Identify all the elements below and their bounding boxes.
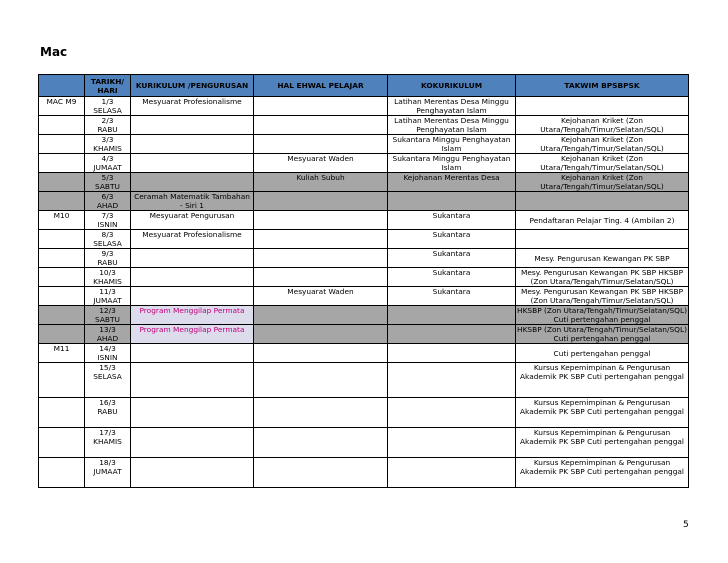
hep-cell <box>254 268 388 287</box>
date-label: 10/3 <box>99 268 116 277</box>
kurikulum-cell <box>131 249 254 268</box>
takwim-cell: Kursus Kepemimpinan & Pengurusan Akademik PK SBP Cuti pertengahan penggal <box>516 398 689 428</box>
day-label: SELASA <box>93 239 122 248</box>
week-cell: M10 <box>39 211 85 230</box>
table-row <box>39 116 689 135</box>
week-cell <box>39 116 85 135</box>
table-row <box>39 458 689 488</box>
day-label: ISNIN <box>97 353 118 362</box>
table-row <box>39 398 689 428</box>
kurikulum-cell <box>131 344 254 363</box>
takwim-cell: Pendaftaran Pelajar Ting. 4 (Ambilan 2) <box>516 211 689 230</box>
hep-cell <box>254 306 388 325</box>
date-cell <box>85 268 131 287</box>
table-row <box>39 97 689 116</box>
date-cell <box>85 135 131 154</box>
table-row <box>39 230 689 249</box>
kurikulum-cell <box>131 287 254 306</box>
kokurikulum-cell: Kejohanan Merentas Desa <box>388 173 516 192</box>
table-row <box>39 192 689 211</box>
day-label: JUMAAT <box>93 296 122 305</box>
date-label: 15/3 <box>99 363 116 372</box>
kurikulum-cell <box>131 135 254 154</box>
table-row <box>39 287 689 306</box>
date-cell <box>85 154 131 173</box>
calendar-body <box>39 97 689 488</box>
takwim-cell <box>516 230 689 249</box>
kokurikulum-cell <box>388 344 516 363</box>
hep-cell <box>254 398 388 428</box>
date-cell <box>85 116 131 135</box>
takwim-cell: Kejohanan Kriket (Zon Utara/Tengah/Timur/Selatan/SQL) <box>516 116 689 135</box>
week-cell: M11 <box>39 344 85 363</box>
date-label: 12/3 <box>99 306 116 315</box>
kurikulum-cell <box>131 363 254 398</box>
column-header <box>39 75 85 97</box>
table-row <box>39 325 689 344</box>
table-row <box>39 344 689 363</box>
week-cell <box>39 249 85 268</box>
takwim-cell: Cuti pertengahan penggal <box>516 344 689 363</box>
day-label: KHAMIS <box>93 437 122 446</box>
kokurikulum-cell <box>388 325 516 344</box>
hep-cell <box>254 325 388 344</box>
date-label: 1/3 <box>101 97 114 106</box>
table-row <box>39 173 689 192</box>
date-label: 17/3 <box>99 428 116 437</box>
takwim-cell: Kursus Kepemimpinan & Pengurusan Akademik PK SBP Cuti pertengahan penggal <box>516 458 689 488</box>
hep-cell <box>254 116 388 135</box>
kurikulum-cell <box>131 398 254 428</box>
week-cell <box>39 306 85 325</box>
kurikulum-cell: Mesyuarat Profesionalisme <box>131 97 254 116</box>
kokurikulum-cell: Sukantara Minggu Penghayatan Islam <box>388 154 516 173</box>
day-label: SELASA <box>93 106 122 115</box>
kurikulum-cell <box>131 154 254 173</box>
day-label: RABU <box>97 258 118 267</box>
hep-cell <box>254 344 388 363</box>
kurikulum-cell <box>131 268 254 287</box>
table-row <box>39 428 689 458</box>
week-cell <box>39 458 85 488</box>
takwim-cell: Kursus Kepemimpinan & Pengurusan Akademik PK SBP Cuti pertengahan penggal <box>516 428 689 458</box>
kokurikulum-cell: Sukantara <box>388 287 516 306</box>
date-cell <box>85 230 131 249</box>
takwim-cell <box>516 192 689 211</box>
date-cell <box>85 287 131 306</box>
date-cell <box>85 398 131 428</box>
date-label: 16/3 <box>99 398 116 407</box>
day-label: RABU <box>97 125 118 134</box>
hep-cell <box>254 230 388 249</box>
kokurikulum-cell: Sukantara <box>388 230 516 249</box>
hep-cell <box>254 363 388 398</box>
hep-cell <box>254 428 388 458</box>
hep-cell <box>254 249 388 268</box>
kokurikulum-cell <box>388 398 516 428</box>
day-label: RABU <box>97 407 118 416</box>
week-cell <box>39 398 85 428</box>
kokurikulum-cell: Sukantara <box>388 249 516 268</box>
week-cell <box>39 428 85 458</box>
kokurikulum-cell: Latihan Merentas Desa Minggu Penghayatan Islam <box>388 97 516 116</box>
date-label: 6/3 <box>101 192 114 201</box>
day-label: KHAMIS <box>93 144 122 153</box>
date-cell <box>85 458 131 488</box>
kurikulum-cell: Mesyuarat Pengurusan <box>131 211 254 230</box>
takwim-cell: Kejohanan Kriket (Zon Utara/Tengah/Timur/Selatan/SQL) <box>516 135 689 154</box>
table-row <box>39 363 689 398</box>
kurikulum-cell: Ceramah Matematik Tambahan - Siri 1 <box>131 192 254 211</box>
date-cell <box>85 97 131 116</box>
kurikulum-cell <box>131 458 254 488</box>
date-label: 4/3 <box>101 154 114 163</box>
kokurikulum-cell: Sukantara <box>388 211 516 230</box>
column-header-hep: HAL EHWAL PELAJAR <box>254 75 388 97</box>
kurikulum-cell: Mesyuarat Profesionalisme <box>131 230 254 249</box>
hep-cell: Mesyuarat Waden <box>254 287 388 306</box>
week-cell <box>39 192 85 211</box>
table-row <box>39 154 689 173</box>
takwim-cell: HKSBP (Zon Utara/Tengah/Timur/Selatan/SQL) Cuti pertengahan penggal <box>517 325 687 343</box>
week-cell <box>39 363 85 398</box>
date-cell <box>85 428 131 458</box>
week-cell <box>39 325 85 344</box>
hep-cell <box>254 135 388 154</box>
date-label: 3/3 <box>101 135 114 144</box>
takwim-cell <box>516 97 689 116</box>
table-row <box>39 135 689 154</box>
table-row <box>39 211 689 230</box>
hep-cell <box>254 211 388 230</box>
hep-cell <box>254 97 388 116</box>
day-label: SELASA <box>93 372 122 381</box>
table-row <box>39 249 689 268</box>
day-label: AHAD <box>96 334 119 343</box>
kokurikulum-cell: Sukantara Minggu Penghayatan Islam <box>388 135 516 154</box>
header-row <box>39 75 689 97</box>
table-row <box>39 306 689 325</box>
day-label: KHAMIS <box>93 277 122 286</box>
kokurikulum-cell <box>388 306 516 325</box>
week-cell <box>39 268 85 287</box>
date-cell <box>85 192 131 211</box>
hep-cell: Mesyuarat Waden <box>254 154 388 173</box>
day-label: JUMAAT <box>93 467 122 476</box>
day-label: ISNIN <box>97 220 118 229</box>
week-cell <box>39 287 85 306</box>
date-label: 2/3 <box>101 116 114 125</box>
kokurikulum-cell <box>388 458 516 488</box>
date-cell <box>85 173 131 192</box>
date-cell <box>85 249 131 268</box>
kurikulum-cell: Program Menggilap Permata <box>131 306 254 325</box>
day-label: SABTU <box>95 182 120 191</box>
week-cell <box>39 230 85 249</box>
hep-cell <box>254 192 388 211</box>
day-label: SABTU <box>95 315 120 324</box>
takwim-cell: HKSBP (Zon Utara/Tengah/Timur/Selatan/SQL) Cuti pertengahan penggal <box>517 306 687 324</box>
week-cell <box>39 154 85 173</box>
kurikulum-cell <box>131 116 254 135</box>
week-cell: MAC M9 <box>39 97 85 116</box>
kokurikulum-cell <box>388 192 516 211</box>
page-number: 5 <box>683 520 689 530</box>
date-label: 13/3 <box>99 325 116 334</box>
date-cell <box>85 325 131 344</box>
date-label: 14/3 <box>99 344 116 353</box>
date-cell <box>85 211 131 230</box>
calendar-table <box>38 74 689 488</box>
takwim-cell: Kejohanan Kriket (Zon Utara/Tengah/Timur/Selatan/SQL) <box>516 154 689 173</box>
takwim-cell: Mesy. Pengurusan Kewangan PK SBP <box>516 249 689 268</box>
page-title: Mac <box>40 45 68 59</box>
date-label: 9/3 <box>101 249 114 258</box>
hep-cell <box>254 458 388 488</box>
week-cell <box>39 173 85 192</box>
column-header-kurikulum: KURIKULUM /PENGURUSAN <box>131 75 254 97</box>
kurikulum-cell <box>131 428 254 458</box>
kurikulum-cell <box>131 173 254 192</box>
column-header-date: TARIKH/ HARI <box>85 75 131 97</box>
kokurikulum-cell: Sukantara <box>388 268 516 287</box>
day-label: AHAD <box>96 201 119 210</box>
date-cell <box>85 306 131 325</box>
takwim-cell: Kejohanan Kriket (Zon Utara/Tengah/Timur/Selatan/SQL) <box>516 173 689 192</box>
kokurikulum-cell <box>388 363 516 398</box>
week-cell <box>39 135 85 154</box>
table-row <box>39 268 689 287</box>
takwim-cell: Mesy. Pengurusan Kewangan PK SBP HKSBP (Zon Utara/Tengah/Timur/Selatan/SQL) <box>516 268 689 287</box>
takwim-cell: Mesy. Pengurusan Kewangan PK SBP HKSBP (Zon Utara/Tengah/Timur/Selatan/SQL) <box>516 287 689 306</box>
kokurikulum-cell: Latihan Merentas Desa Minggu Penghayatan Islam <box>388 116 516 135</box>
kurikulum-cell: Program Menggilap Permata <box>131 325 254 344</box>
date-label: 11/3 <box>99 287 116 296</box>
hep-cell: Kuliah Subuh <box>254 173 388 192</box>
kokurikulum-cell <box>388 428 516 458</box>
date-label: 8/3 <box>101 230 114 239</box>
column-header-kokurikulum: KOKURIKULUM <box>388 75 516 97</box>
date-label: 18/3 <box>99 458 116 467</box>
day-label: JUMAAT <box>93 163 122 172</box>
date-cell <box>85 344 131 363</box>
date-label: 7/3 <box>101 211 114 220</box>
date-label: 5/3 <box>101 173 114 182</box>
column-header-takwim: TAKWIM BPSBPSK <box>516 75 689 97</box>
takwim-cell: Kursus Kepemimpinan & Pengurusan Akademik PK SBP Cuti pertengahan penggal <box>516 363 689 398</box>
date-cell <box>85 363 131 398</box>
